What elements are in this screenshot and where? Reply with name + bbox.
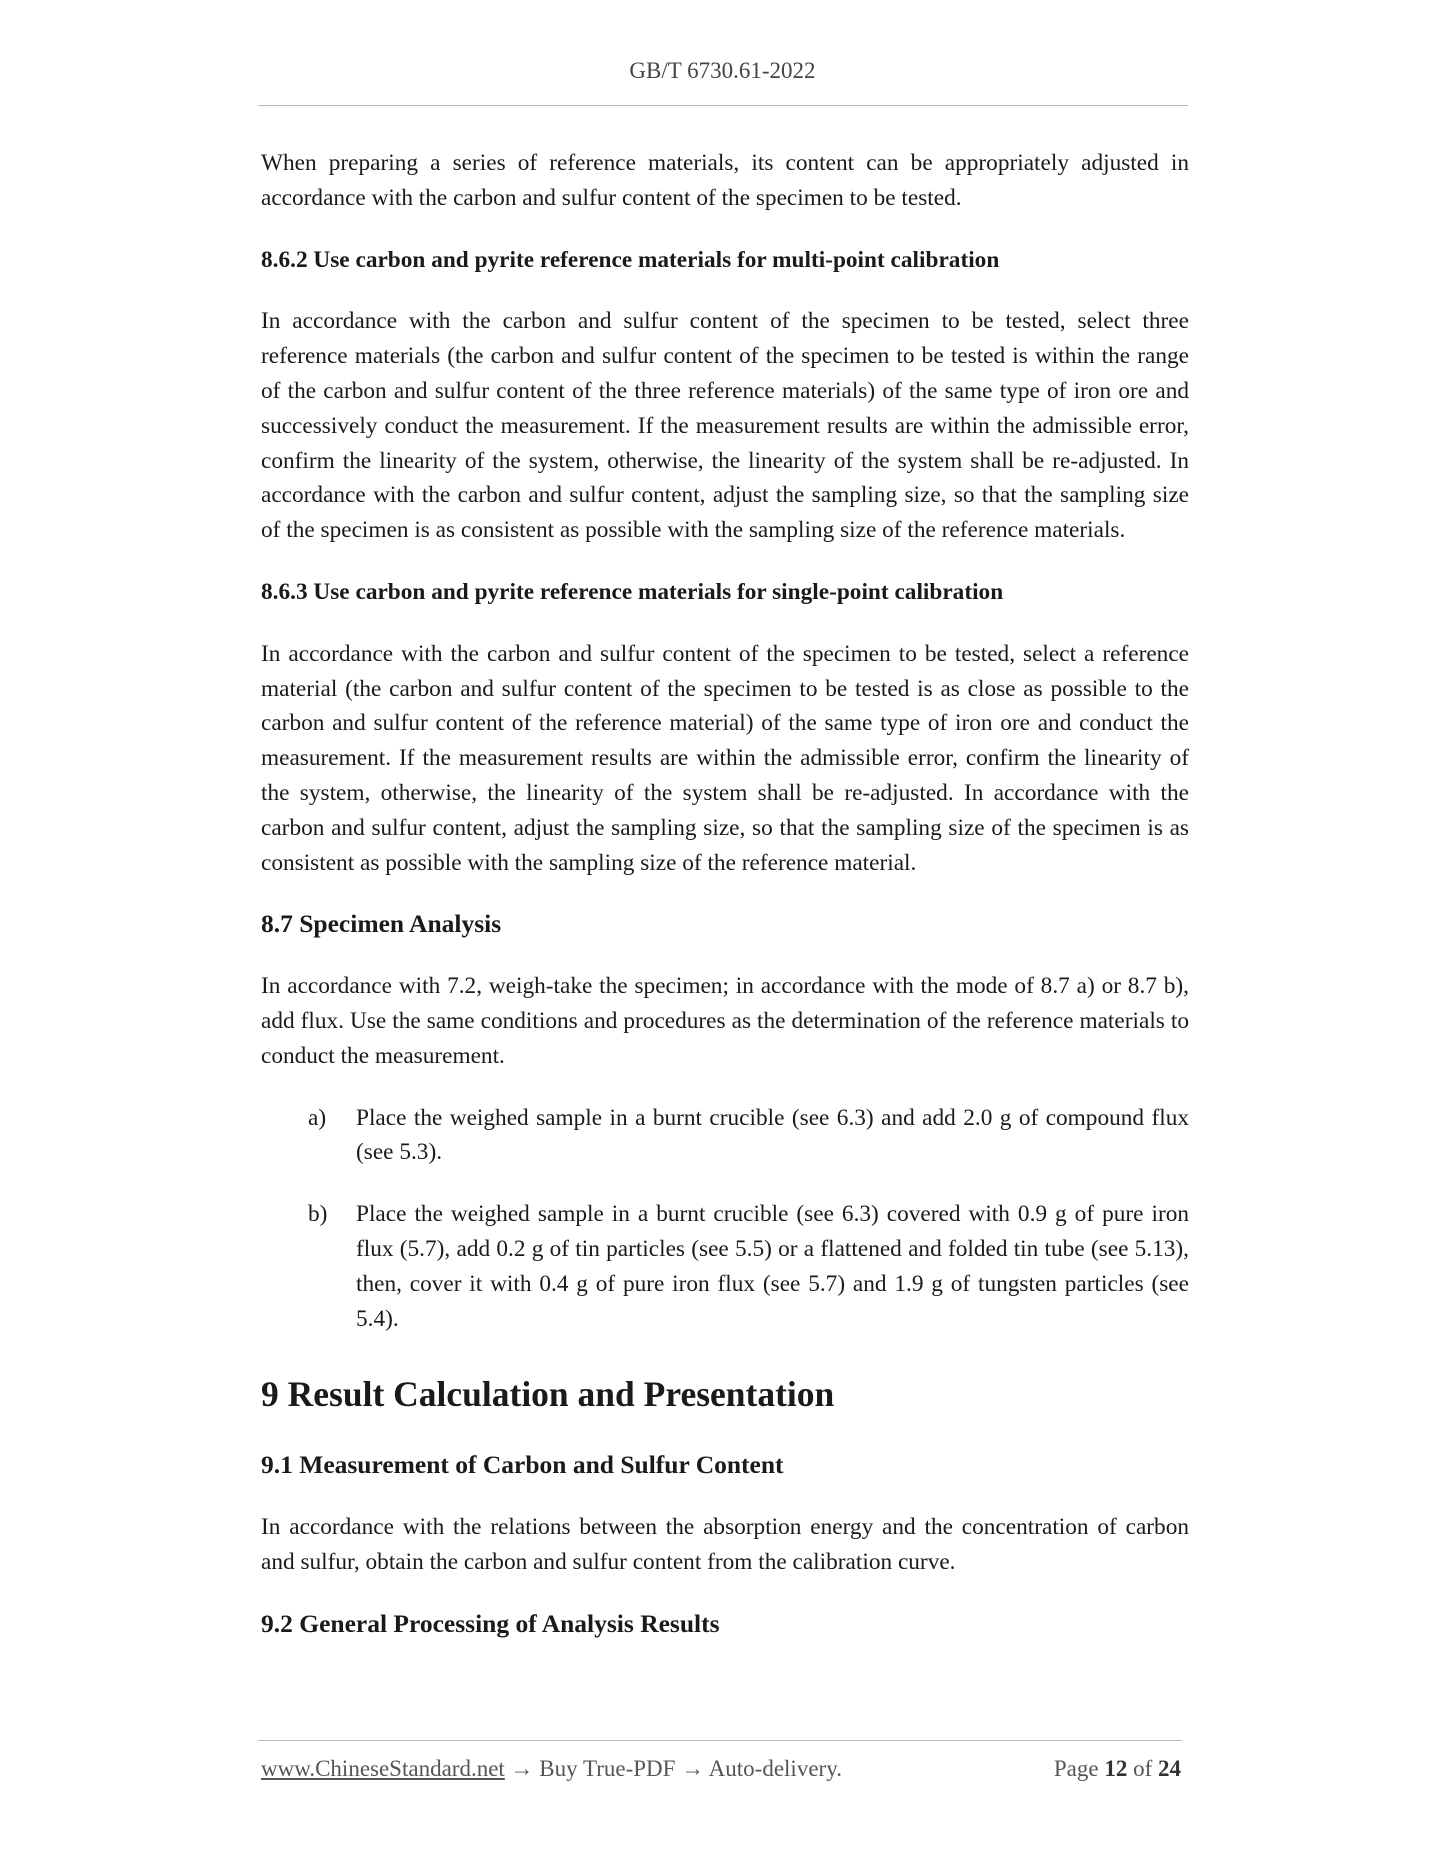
page-footer (261, 1756, 1181, 1790)
page-indicator (1054, 1756, 1181, 1782)
arrow-right-icon: → (681, 1756, 705, 1781)
page-header (0, 58, 1445, 84)
standard-code: GB/T 6730.61-2022 (629, 58, 816, 83)
section-8-6-2-heading: 8.6.2 Use carbon and pyrite reference materials for multi-point calibration (261, 246, 1000, 273)
chapter-9-heading: 9 Result Calculation and Presentation (261, 1374, 835, 1415)
section-9-1-heading: 9.1 Measurement of Carbon and Sulfur Content (261, 1450, 784, 1480)
list-text-a: Place the weighed sample in a burnt crucible (see 6.3) and add 2.0 g of compound flux (see 5.3). (356, 1104, 1189, 1166)
list-text-b: Place the weighed sample in a burnt crucible (see 6.3) covered with 0.9 g of pure iron flux (5.7), add 0.2 g of tin particles (see 5.5) or a flattened and folded tin tube (see 5.13), then, cover it with 0.4 g of pure iron flux (see 5.7) and 1.9 g of tungsten particles (see 5.4). (356, 1201, 1189, 1332)
list-item-b (261, 1197, 1189, 1336)
buy-text: Buy True-PDF (539, 1756, 676, 1781)
delivery-text: Auto-delivery. (708, 1756, 842, 1781)
page-total: 24 (1158, 1756, 1181, 1781)
footer-promo (261, 1756, 842, 1782)
section-9-2-heading: 9.2 General Processing of Analysis Results (261, 1608, 720, 1638)
intro-paragraph: When preparing a series of reference materials, its content can be appropriately adjusted in accordance with the carbon and sulfur content of the specimen to be tested. (261, 150, 1189, 211)
page-number: 12 (1104, 1756, 1128, 1781)
section-9-1-paragraph: In accordance with the relations between the absorption energy and the concentration of carbon and sulfur, obtain the carbon and sulfur content from the calibration curve. (261, 1514, 1189, 1575)
header-divider (258, 105, 1188, 106)
of-label: of (1133, 1756, 1153, 1781)
list-marker-a: a) (308, 1104, 327, 1131)
page-label: Page (1053, 1756, 1099, 1781)
document-body (261, 146, 1189, 1669)
section-8-6-3-paragraph: In accordance with the carbon and sulfur content of the specimen to be tested, select a reference material (the carbon and sulfur content of the specimen to be tested is as close as possible to the carbon and sulfur content of the reference material) of the same type of iron ore and conduct the measurement. If the measurement results are within the admissible error, confirm the linearity of the system, otherwise, the linearity of the system shall be re-adjusted. In accordance with the carbon and sulfur content, adjust the sampling size, so that the sampling size of the specimen is as consistent as possible with the sampling size of the reference material. (261, 640, 1189, 876)
section-8-6-2-paragraph: In accordance with the carbon and sulfur content of the specimen to be tested, select three reference materials (the carbon and sulfur content of the specimen to be tested is within the range of the carbon and sulfur content of the three reference materials) of the same type of iron ore and successively conduct the measurement. If the measurement results are within the admissible error, confirm the linearity of the system, otherwise, the linearity of the system shall be re-adjusted. In accordance with the carbon and sulfur content, adjust the sampling size, so that the sampling size of the specimen is as consistent as possible with the sampling size of the reference materials. (261, 308, 1189, 544)
arrow-right-icon: → (510, 1756, 534, 1781)
list-marker-b: b) (308, 1201, 328, 1228)
section-8-7-paragraph: In accordance with 7.2, weigh-take the specimen; in accordance with the mode of 8.7 a) or 8.7 b), add flux. Use the same conditions and procedures as the determination of the reference materials to conduct the measurement. (261, 973, 1189, 1069)
section-8-7-heading: 8.7 Specimen Analysis (261, 909, 502, 939)
site-link[interactable]: www.ChineseStandard.net (261, 1756, 505, 1781)
footer-divider (258, 1740, 1182, 1741)
list-item-a (261, 1101, 1189, 1171)
section-8-6-3-heading: 8.6.3 Use carbon and pyrite reference materials for single-point calibration (261, 578, 1004, 605)
